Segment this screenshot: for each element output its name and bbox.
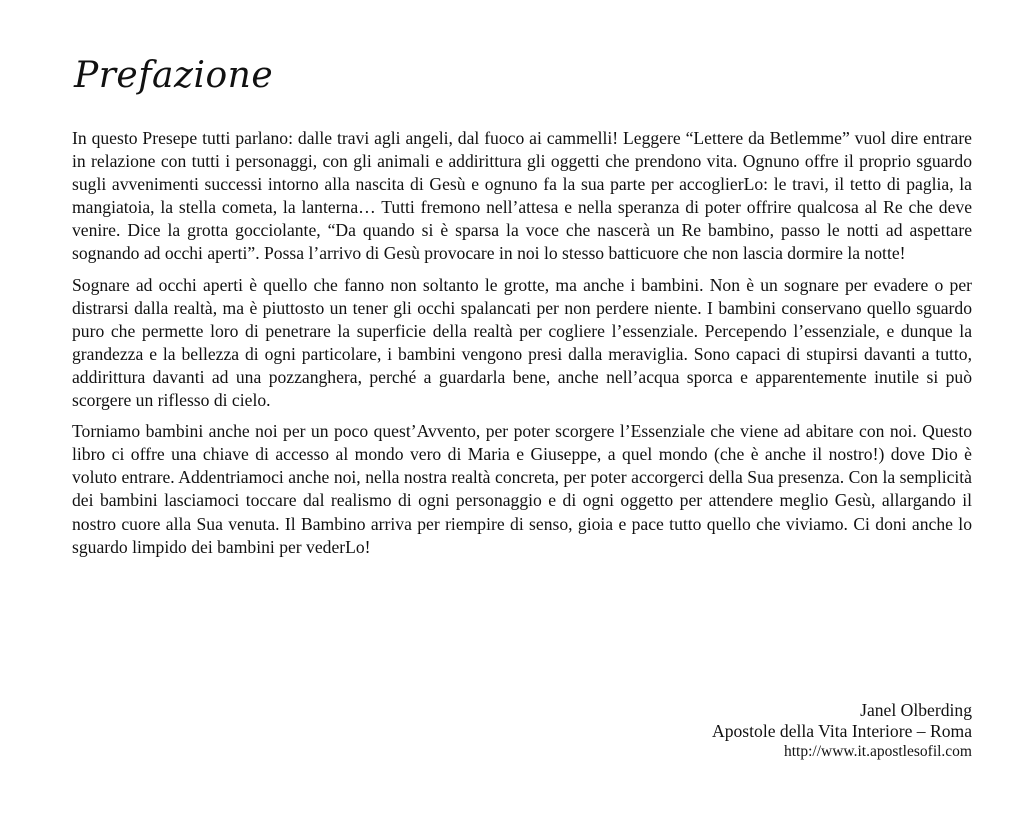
author-organization: Apostole della Vita Interiore – Roma [711,721,972,741]
paragraph-3: Torniamo bambini anche noi per un poco quest’Avvento, per poter scorgere l’Essenziale che viene ad abitare con noi. Questo libro ci offre una chiave di accesso al mondo vero di Maria e Giuseppe, a quel mondo (che è anche il nostro!) dove Dio è voluto entrare. Addentriamoci anche noi, nella nostra realtà concreta, per poter accorgerci della Sua presenza. Con la semplicità dei bambini lasciamoci toccare dal realismo di ogni personaggio e di ogni oggetto per attendere meglio Gesù, allargando il nostro cuore alla Sua venuta. Il Bambino arriva per riempire di senso, gioia e pace tutto quello che viviamo. Ci doni anche lo sguardo limpido dei bambini per vederLo! [72,421,972,557]
website-url: http://www.it.apostlesofil.com [784,743,972,760]
preface-body [72,127,972,567]
paragraph-1: In questo Presepe tutti parlano: dalle travi agli angeli, dal fuoco ai cammelli! Leggere “Lettere da Betlemme” vuol dire entrare in relazione con tutti i personaggi, con gli animali e addirittura gli oggetti che prendono vita. Ognuno offre il proprio sguardo sugli avvenimenti successi intorno alla nascita di Gesù e ognuno fa la sua parte per accoglierLo: le travi, il tetto di paglia, la mangiatoia, la stella cometa, la lanterna… Tutti fremono nell’attesa e nella speranza di poter offrire qualcosa al Re che deve venire. Dice la grotta gocciolante, “Da quando si è sparsa la voce che nascerà un Re bambino, passo le notti ad aspettare sognando ad occhi aperti”. Possa l’arrivo di Gesù provocare in noi lo stesso batticuore che non lascia dormire la notte! [72,128,972,264]
author-name: Janel Olberding [860,700,972,720]
signature-block [712,700,972,761]
paragraph-2: Sognare ad occhi aperti è quello che fanno non soltanto le grotte, ma anche i bambini. Non è un sognare per evadere o per distrarsi dalla realtà, ma è piuttosto un tener gli occhi spalancati per non perdere niente. I bambini conservano quello sguardo puro che permette loro di penetrare la superficie della realtà per cogliere l’essenziale. Percependo l’essenziale, e dunque la grandezza e la bellezza di ogni particolare, i bambini vengono presi dalla meraviglia. Sono capaci di stupirsi davanti a tutto, addirittura davanti ad una pozzanghera, perché a guardarla bene, anche nell’acqua sporca e apparentemente inutile si può scorgere un riflesso di cielo. [72,274,972,411]
page-title: Prefazione [74,55,274,96]
